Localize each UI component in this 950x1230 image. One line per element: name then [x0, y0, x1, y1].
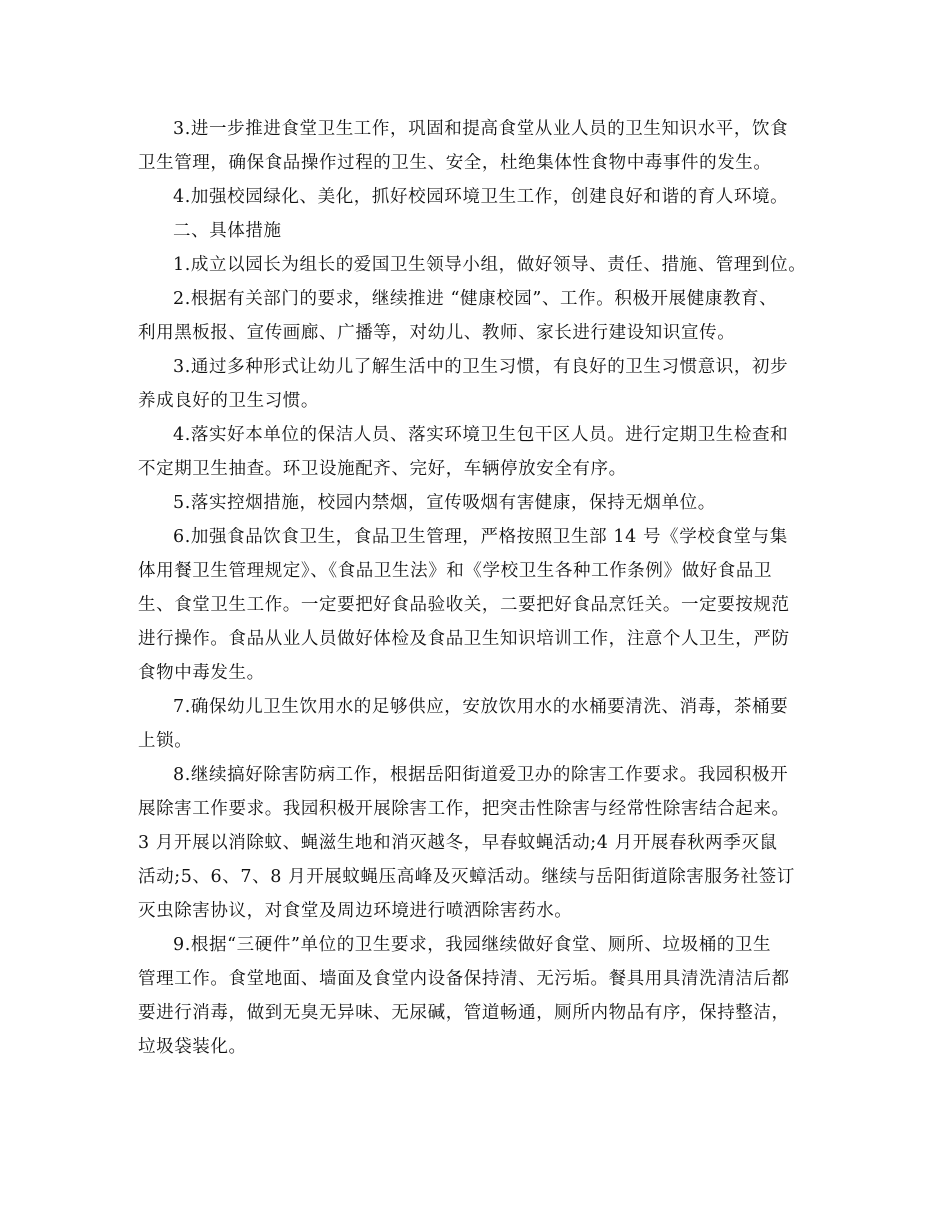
paragraph-line: 7.确保幼儿卫生饮用水的足够供应，安放饮用水的水桶要清洗、消毒，茶桶要	[173, 697, 789, 717]
document-paragraph	[138, 282, 818, 350]
document-paragraph	[138, 758, 818, 928]
document-paragraph	[138, 418, 818, 486]
paragraph-line: 要进行消毒，做到无臭无异味、无尿碱，管道畅通，厕所内物品有序，保持整洁，	[138, 1003, 790, 1023]
paragraph-line: 2.根据有关部门的要求，继续推进 “健康校园”、工作。积极开展健康教育、	[173, 289, 778, 309]
document-paragraph	[138, 248, 818, 282]
paragraph-line: 5.落实控烟措施，校园内禁烟，宣传吸烟有害健康，保持无烟单位。	[173, 493, 716, 513]
paragraph-line: 进行操作。食品从业人员做好体检及食品卫生知识培训工作，注意个人卫生，严防	[138, 629, 790, 649]
document-paragraph	[138, 350, 818, 418]
document-paragraph	[138, 520, 818, 690]
paragraph-line: 灭虫除害协议，对食堂及周边环境进行喷洒除害药水。	[138, 901, 573, 921]
paragraph-line: 4.加强校园绿化、美化，抓好校园环境卫生工作，创建良好和谐的育人环境。	[173, 187, 789, 207]
paragraph-line: 生、食堂卫生工作。一定要把好食品验收关，二要把好食品烹饪关。一定要按规范	[138, 595, 790, 615]
paragraph-line: 8.继续搞好除害防病工作，根据岳阳街道爱卫办的除害工作要求。我园积极开	[173, 765, 789, 785]
paragraph-line: 不定期卫生抽查。环卫设施配齐、完好，车辆停放安全有序。	[138, 459, 627, 479]
paragraph-line: 食物中毒发生。	[138, 663, 265, 683]
paragraph-line: 1.成立以园长为组长的爱国卫生领导小组，做好领导、责任、措施、管理到位。	[173, 255, 807, 275]
paragraph-line: 养成良好的卫生习惯。	[138, 391, 319, 411]
document-paragraph	[138, 928, 818, 1064]
paragraph-line: 上锁。	[138, 731, 193, 751]
paragraph-line: 展除害工作要求。我园积极开展除害工作，把突击性除害与经常性除害结合起来。	[138, 799, 790, 819]
section-heading	[138, 214, 818, 248]
document-paragraph	[138, 486, 818, 520]
paragraph-line: 9.根据“三硬件”单位的卫生要求，我园继续做好食堂、厕所、垃圾桶的卫生	[173, 935, 772, 955]
paragraph-line: 管理工作。食堂地面、墙面及食堂内设备保持清、无污垢。餐具用具清洗清洁后都	[138, 969, 790, 989]
paragraph-line: 垃圾袋装化。	[138, 1037, 247, 1057]
paragraph-line: 利用黑板报、宣传画廊、广播等，对幼儿、教师、家长进行建设知识宣传。	[138, 323, 736, 343]
document-paragraph	[138, 180, 818, 214]
document-body	[138, 112, 818, 1064]
paragraph-line: 活动;5、6、7、8 月开展蚊蝇压高峰及灭蟑活动。继续与岳阳街道除害服务社签订	[138, 867, 795, 887]
paragraph-line: 3.进一步推进食堂卫生工作，巩固和提高食堂从业人员的卫生知识水平，饮食	[173, 119, 789, 139]
document-paragraph	[138, 690, 818, 758]
paragraph-line: 卫生管理，确保食品操作过程的卫生、安全，杜绝集体性食物中毒事件的发生。	[138, 153, 772, 173]
paragraph-line: 二、具体措施	[173, 221, 282, 241]
document-paragraph	[138, 112, 818, 180]
paragraph-line: 3.通过多种形式让幼儿了解生活中的卫生习惯，有良好的卫生习惯意识，初步	[173, 357, 789, 377]
paragraph-line: 4.落实好本单位的保洁人员、落实环境卫生包干区人员。进行定期卫生检查和	[173, 425, 789, 445]
paragraph-line: 3 月开展以消除蚊、蝇滋生地和消灭越冬，早春蚊蝇活动;4 月开展春秋两季灭鼠	[138, 833, 778, 853]
paragraph-line: 6.加强食品饮食卫生，食品卫生管理，严格按照卫生部 14 号《学校食堂与集	[173, 527, 788, 547]
paragraph-line: 体用餐卫生管理规定》、《食品卫生法》和《学校卫生各种工作条例》做好食品卫	[138, 561, 773, 581]
